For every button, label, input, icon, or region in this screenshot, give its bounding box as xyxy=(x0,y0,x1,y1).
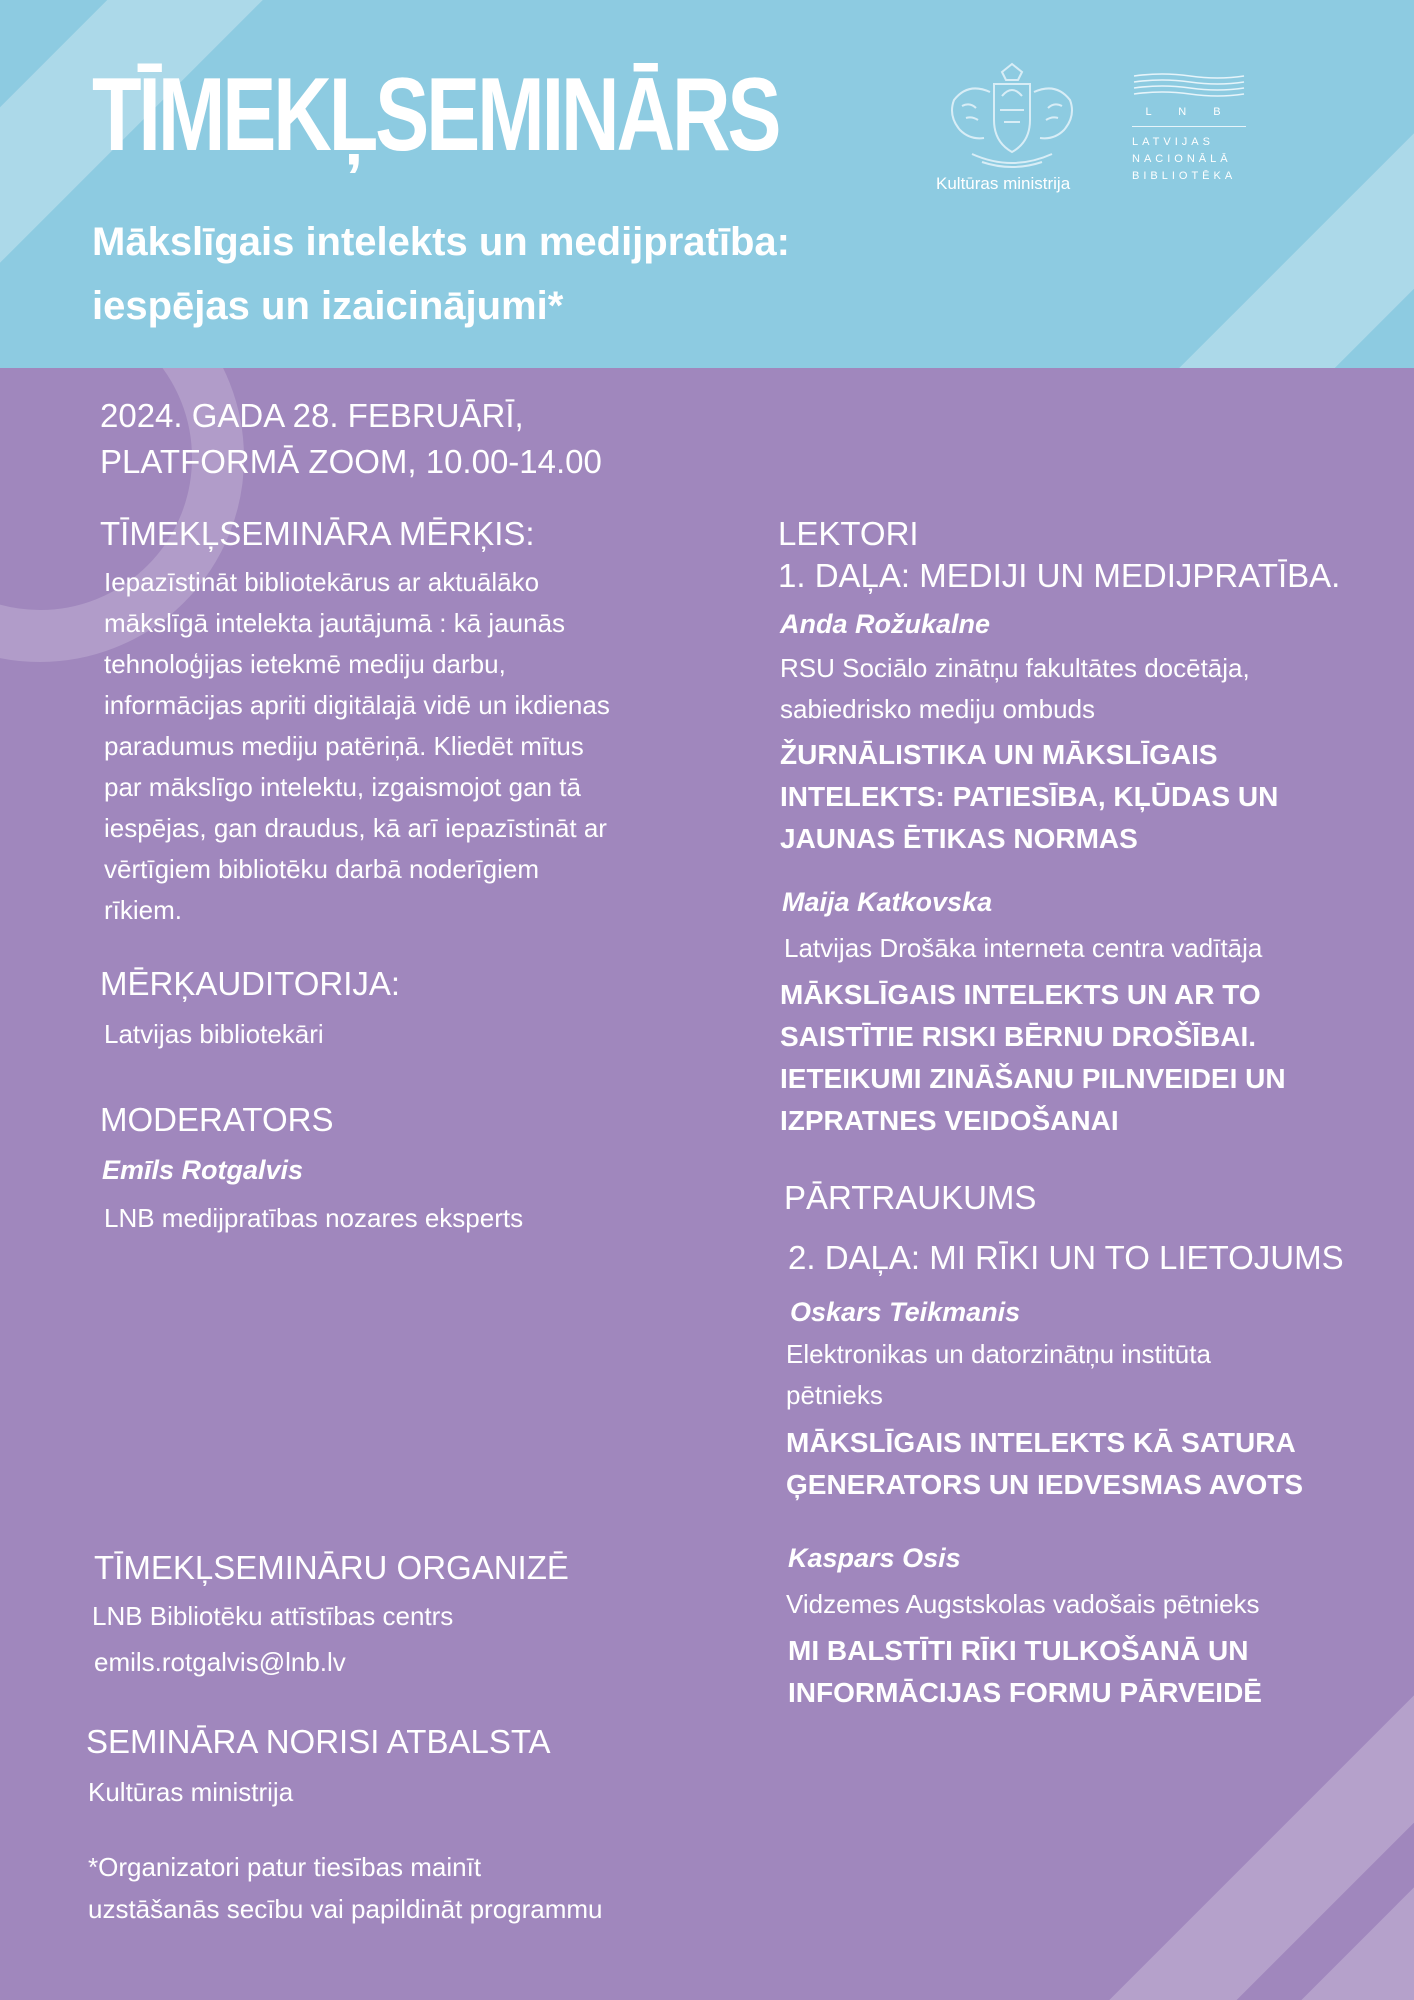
goal-line: par mākslīgo intelektu, izgaismojot gan tā xyxy=(104,772,581,802)
speaker-3-role-line: pētnieks xyxy=(786,1380,883,1410)
talk-line: ŽURNĀLISTIKA UN MĀKSLĪGAIS xyxy=(780,739,1218,770)
organizer-name: LNB Bibliotēku attīstības centrs xyxy=(92,1601,454,1631)
audience-text: Latvijas bibliotekāri xyxy=(104,1019,324,1049)
audience-heading: MĒRĶAUDITORIJA: xyxy=(100,965,401,1002)
talk-line: INTELEKTS: PATIESĪBA, KĻŪDAS UN xyxy=(780,781,1279,812)
ministry-logo xyxy=(930,62,1090,202)
speaker-2-name: Maija Katkovska xyxy=(782,887,993,917)
organizer-heading: TĪMEKĻSEMINĀRU ORGANIZĒ xyxy=(94,1549,569,1586)
event-date xyxy=(100,393,602,485)
speaker-3-talk xyxy=(786,1422,1303,1506)
footnote xyxy=(88,1846,603,1930)
speaker-4-role: Vidzemes Augstskolas vadošais pētnieks xyxy=(786,1589,1260,1619)
talk-line: IETEIKUMI ZINĀŠANU PILNVEIDEI UN xyxy=(780,1063,1286,1094)
goal-line: mākslīgā intelekta jautājumā : kā jaunās xyxy=(104,608,566,638)
speaker-1-name: Anda Rožukalne xyxy=(780,609,991,639)
lnb-name xyxy=(1132,134,1236,185)
speaker-2-role: Latvijas Drošāka interneta centra vadītāja xyxy=(784,933,1263,963)
support-name: Kultūras ministrija xyxy=(88,1777,294,1807)
goal-line: rīkiem. xyxy=(104,895,182,925)
speaker-4-talk xyxy=(788,1630,1262,1714)
subtitle xyxy=(92,210,952,338)
speaker-4-name: Kaspars Osis xyxy=(788,1543,961,1573)
goal-line: iespējas, gan draudus, kā arī iepazīstināt ar xyxy=(104,813,607,843)
coat-of-arms-icon xyxy=(942,62,1082,174)
speaker-1-role-line: sabiedrisko mediju ombuds xyxy=(780,694,1096,724)
speaker-1-talk xyxy=(780,734,1278,860)
lnb-letters: L N B xyxy=(1145,106,1233,118)
event-date-line: 2024. GADA 28. FEBRUĀRĪ, xyxy=(100,397,524,434)
talk-line: JAUNAS ĒTIKAS NORMAS xyxy=(780,823,1138,854)
talk-line: MI BALSTĪTI RĪKI TULKOŠANĀ UN xyxy=(788,1635,1249,1666)
break-heading: PĀRTRAUKUMS xyxy=(784,1179,1037,1216)
speaker-3-role-line: Elektronikas un datorzinātņu institūta xyxy=(786,1339,1211,1369)
lnb-name-line-3: BIBLIOTĒKA xyxy=(1132,170,1237,182)
lnb-divider xyxy=(1132,126,1246,127)
lnb-waves-icon xyxy=(1132,72,1246,100)
ministry-logo-label: Kultūras ministrija xyxy=(936,174,1071,193)
goal-line: paradumus mediju patēriņā. Kliedēt mītus xyxy=(104,731,584,761)
lecturers-heading: LEKTORI xyxy=(778,515,919,552)
subtitle-line-2: iespējas un izaicinājumi* xyxy=(92,284,564,328)
lnb-name-line-2: NACIONĀLĀ xyxy=(1132,153,1232,165)
part-1-heading: 1. DAĻA: MEDIJI UN MEDIJPRATĪBA. xyxy=(778,557,1341,594)
goal-line: Iepazīstināt bibliotekārus ar aktuālāko xyxy=(104,567,540,597)
lnb-logo xyxy=(1132,72,1252,202)
goal-line: tehnoloģijas ietekmē mediju darbu, xyxy=(104,649,506,679)
organizer-email: emils.rotgalvis@lnb.lv xyxy=(94,1647,346,1677)
goal-text xyxy=(104,562,704,931)
talk-line: INFORMĀCIJAS FORMU PĀRVEIDĒ xyxy=(788,1677,1262,1708)
page-title: TĪMEKĻSEMINĀRS xyxy=(92,57,779,173)
footnote-line-2: uzstāšanās secību vai papildināt programmu xyxy=(88,1894,603,1924)
speaker-3-name: Oskars Teikmanis xyxy=(790,1297,1021,1327)
support-heading: SEMINĀRA NORISI ATBALSTA xyxy=(86,1723,551,1760)
talk-line: MĀKSLĪGAIS INTELEKTS UN AR TO xyxy=(780,979,1261,1010)
moderator-heading: MODERATORS xyxy=(100,1101,334,1138)
talk-line: ĢENERATORS UN IEDVESMAS AVOTS xyxy=(786,1469,1304,1500)
speaker-1-role xyxy=(780,648,1250,730)
part-2-heading: 2. DAĻA: MI RĪKI UN TO LIETOJUMS xyxy=(788,1239,1344,1276)
event-platform-line: PLATFORMĀ ZOOM, 10.00-14.00 xyxy=(100,443,602,480)
goal-line: informācijas apriti digitālajā vidē un ikdienas xyxy=(104,690,610,720)
lnb-name-line-1: LATVIJAS xyxy=(1132,136,1214,148)
speaker-3-role xyxy=(786,1334,1211,1416)
goal-line: vērtīgiem bibliotēku darbā noderīgiem xyxy=(104,854,540,884)
talk-line: SAISTĪTIE RISKI BĒRNU DROŠĪBAI. xyxy=(780,1021,1257,1052)
header-banner xyxy=(0,0,1414,368)
talk-line: IZPRATNES VEIDOŠANAI xyxy=(780,1105,1119,1136)
subtitle-line-1: Mākslīgais intelekts un medijpratība: xyxy=(92,220,790,264)
moderator-role: LNB medijpratības nozares eksperts xyxy=(104,1203,524,1233)
speaker-2-talk xyxy=(780,974,1286,1142)
moderator-name: Emīls Rotgalvis xyxy=(102,1155,304,1185)
speaker-1-role-line: RSU Sociālo zinātņu fakultātes docētāja, xyxy=(780,653,1250,683)
talk-line: MĀKSLĪGAIS INTELEKTS KĀ SATURA xyxy=(786,1427,1296,1458)
goal-heading: TĪMEKĻSEMINĀRA MĒRĶIS: xyxy=(100,515,535,552)
footnote-line-1: *Organizatori patur tiesības mainīt xyxy=(88,1852,482,1882)
